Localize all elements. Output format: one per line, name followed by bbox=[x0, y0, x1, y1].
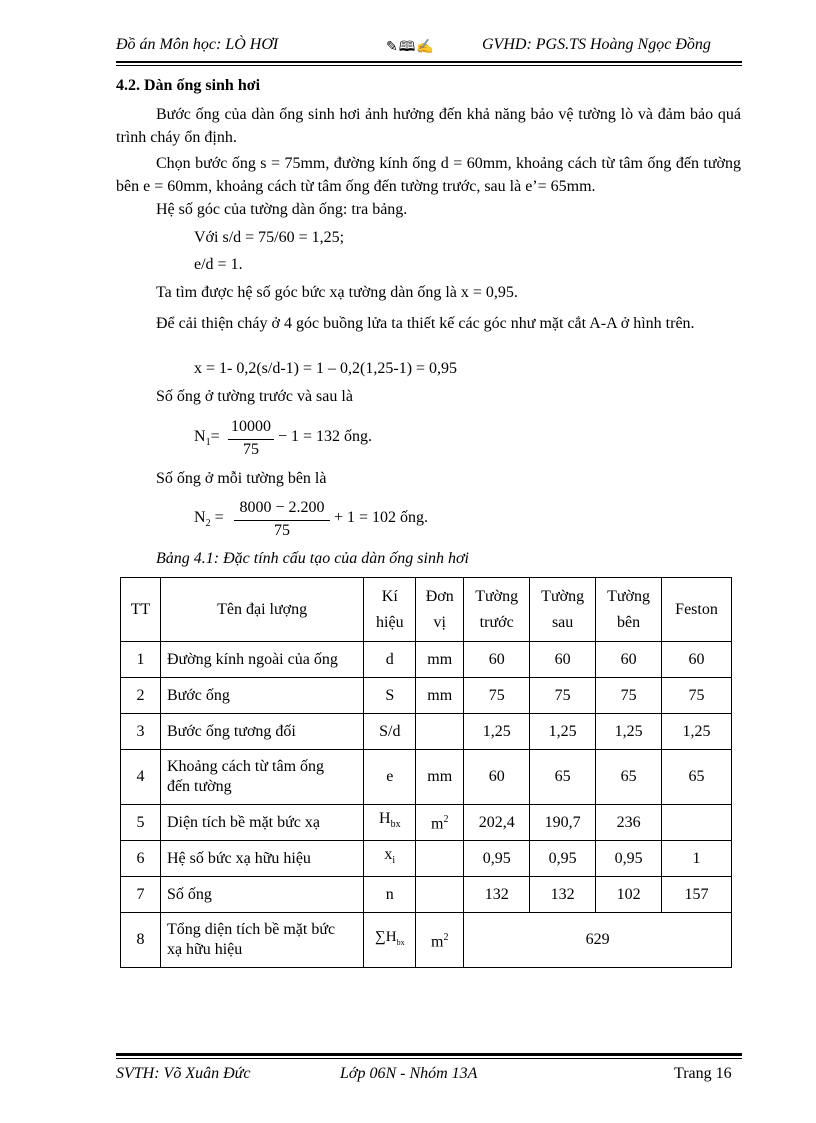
cell-feston: 60 bbox=[662, 642, 732, 678]
cell-front: 132 bbox=[464, 877, 530, 913]
formula-n1-lhs: $N_1=$ bbox=[194, 428, 220, 449]
ratio-sd: Với s/d = 75/60 = 1,25; bbox=[194, 229, 345, 246]
cell-name: Đường kính ngoài của ống bbox=[160, 642, 363, 678]
cell-feston: 1,25 bbox=[662, 714, 732, 750]
ratio-ed: e/d = 1. bbox=[194, 256, 243, 273]
cell-front: 1,25 bbox=[464, 714, 530, 750]
cell-name: Hệ số bức xạ hữu hiệu bbox=[160, 841, 363, 877]
cell-front: 60 bbox=[464, 750, 530, 805]
cell-name: Bước ống bbox=[160, 678, 363, 714]
cell-back: 75 bbox=[530, 678, 596, 714]
header-decoration-icon: ✎🕮✍ bbox=[386, 40, 435, 55]
cell-back: 1,25 bbox=[530, 714, 596, 750]
table-row bbox=[121, 805, 732, 841]
formula-n2-fraction-bar bbox=[234, 520, 330, 521]
header-unit: Đơn vị bbox=[416, 578, 464, 642]
cell-side: 65 bbox=[596, 750, 662, 805]
header-right: GVHD: PGS.TS Hoàng Ngọc Đồng bbox=[482, 36, 711, 53]
table-row bbox=[121, 750, 732, 805]
header-front-wall: Tường trước bbox=[464, 578, 530, 642]
cell-name: Số ống bbox=[160, 877, 363, 913]
cell-tt: 6 bbox=[121, 841, 161, 877]
header-rule bbox=[116, 61, 742, 63]
cell-symbol: d bbox=[364, 642, 416, 678]
cell-unit: mm bbox=[416, 750, 464, 805]
cell-tt: 5 bbox=[121, 805, 161, 841]
footer-rule bbox=[116, 1053, 742, 1056]
footer-rule-thin bbox=[116, 1058, 742, 1059]
cell-symbol: $x_i$ bbox=[364, 841, 416, 877]
header-back-wall: Tường sau bbox=[530, 578, 596, 642]
paragraph-7: Để cải thiện cháy ở 4 góc buồng lửa ta thiết kế các góc như mặt cắt A-A ở hình trên. bbox=[156, 315, 695, 332]
cell-name: Diện tích bề mặt bức xạ bbox=[160, 805, 363, 841]
cell-symbol: S/d bbox=[364, 714, 416, 750]
cell-name: Bước ống tương đối bbox=[160, 714, 363, 750]
header-feston: Feston bbox=[662, 578, 732, 642]
cell-tt: 7 bbox=[121, 877, 161, 913]
cell-feston: 75 bbox=[662, 678, 732, 714]
paragraph-8: Số ống ở tường trước và sau là bbox=[156, 388, 353, 405]
header-symbol: Kí hiệu bbox=[364, 578, 416, 642]
cell-name: Tổng diện tích bề mặt bức xạ hữu hiệu bbox=[160, 913, 363, 968]
header-tt: TT bbox=[121, 578, 161, 642]
cell-unit: $m^2$ bbox=[416, 913, 464, 968]
formula-n2-numerator: 8000 − 2.200 bbox=[239, 499, 325, 516]
cell-symbol: n bbox=[364, 877, 416, 913]
section-title: 4.2. Dàn ống sinh hơi bbox=[116, 77, 261, 94]
cell-back: 190,7 bbox=[530, 805, 596, 841]
cell-feston: 65 bbox=[662, 750, 732, 805]
cell-tt: 3 bbox=[121, 714, 161, 750]
paragraph-9: Số ống ở mỗi tường bên là bbox=[156, 470, 327, 487]
cell-back: 132 bbox=[530, 877, 596, 913]
cell-total: 629 bbox=[464, 913, 732, 968]
cell-unit: mm bbox=[416, 678, 464, 714]
cell-symbol: e bbox=[364, 750, 416, 805]
paragraph-3: Hệ số góc của tường dàn ống: tra bảng. bbox=[156, 201, 408, 218]
cell-symbol: $H_{bx}$ bbox=[364, 805, 416, 841]
footer-author: SVTH: Võ Xuân Đức bbox=[116, 1065, 251, 1082]
cell-feston bbox=[662, 805, 732, 841]
cell-side: 0,95 bbox=[596, 841, 662, 877]
table-row bbox=[121, 678, 732, 714]
cell-side: 102 bbox=[596, 877, 662, 913]
cell-side: 75 bbox=[596, 678, 662, 714]
cell-back: 0,95 bbox=[530, 841, 596, 877]
header-rule-thin bbox=[116, 65, 742, 66]
table-row bbox=[121, 714, 732, 750]
table-row bbox=[121, 877, 732, 913]
cell-back: 60 bbox=[530, 642, 596, 678]
cell-side: 1,25 bbox=[596, 714, 662, 750]
cell-front: 0,95 bbox=[464, 841, 530, 877]
formula-x: x = 1- 0,2(s/d-1) = 1 – 0,2(1,25-1) = 0,95 bbox=[194, 360, 458, 377]
cell-back: 65 bbox=[530, 750, 596, 805]
spec-table bbox=[120, 577, 732, 968]
cell-front: 202,4 bbox=[464, 805, 530, 841]
cell-tt: 4 bbox=[121, 750, 161, 805]
header-name: Tên đại lượng bbox=[160, 578, 363, 642]
formula-n1-result: − 1 = 132 ống. bbox=[278, 428, 373, 445]
cell-side: 60 bbox=[596, 642, 662, 678]
page-number: Trang 16 bbox=[674, 1065, 732, 1082]
table-header-row bbox=[121, 578, 732, 642]
cell-symbol: $\sum H_{bx}$ bbox=[364, 913, 416, 968]
cell-tt: 2 bbox=[121, 678, 161, 714]
cell-feston: 157 bbox=[662, 877, 732, 913]
formula-n1-numerator: 10000 bbox=[231, 418, 271, 435]
formula-n2-result: + 1 = 102 ống. bbox=[334, 509, 429, 526]
header-left: Đồ án Môn học: LÒ HƠI bbox=[116, 36, 279, 53]
cell-unit bbox=[416, 714, 464, 750]
formula-n1-denominator: 75 bbox=[243, 441, 259, 458]
cell-unit: $m^2$ bbox=[416, 805, 464, 841]
cell-side: 236 bbox=[596, 805, 662, 841]
cell-unit bbox=[416, 877, 464, 913]
paragraph-6: Ta tìm được hệ số góc bức xạ tường dàn ống là x = 0,95. bbox=[156, 284, 518, 301]
table-caption: Bảng 4.1: Đặc tính cấu tạo của dàn ống sinh hơi bbox=[156, 550, 469, 567]
formula-n2-lhs: $N_2$ = bbox=[194, 509, 224, 530]
cell-tt: 8 bbox=[121, 913, 161, 968]
cell-front: 60 bbox=[464, 642, 530, 678]
formula-n1-fraction-bar bbox=[228, 439, 274, 440]
cell-tt: 1 bbox=[121, 642, 161, 678]
table-row bbox=[121, 642, 732, 678]
footer-class: Lớp 06N - Nhóm 13A bbox=[340, 1065, 478, 1082]
cell-unit: mm bbox=[416, 642, 464, 678]
paragraph-2: Chọn bước ống s = 75mm, đường kính ống d = 60mm, khoảng cách từ tâm ống đến tường bên e = 60mm, khoảng cách từ tâm ống đến tường trước, sau là e’= 65mm. bbox=[116, 155, 741, 195]
header-side-wall: Tường bên bbox=[596, 578, 662, 642]
cell-unit bbox=[416, 841, 464, 877]
paragraph-1: Bước ống của dàn ống sinh hơi ảnh hưởng đến khả năng bảo vệ tường lò và đảm bảo quá trình cháy ổn định. bbox=[116, 106, 741, 146]
cell-front: 75 bbox=[464, 678, 530, 714]
formula-n2-denominator: 75 bbox=[274, 522, 290, 539]
table-row bbox=[121, 841, 732, 877]
cell-symbol: S bbox=[364, 678, 416, 714]
cell-name: Khoảng cách từ tâm ống đến tường bbox=[160, 750, 363, 805]
cell-feston: 1 bbox=[662, 841, 732, 877]
table-row bbox=[121, 913, 732, 968]
